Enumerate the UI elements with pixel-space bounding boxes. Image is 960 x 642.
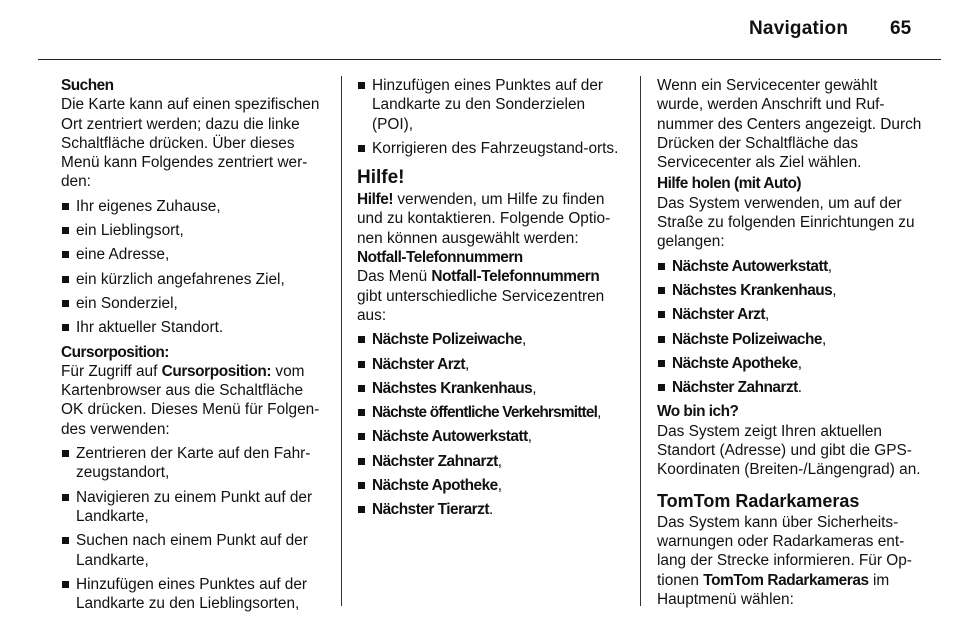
item-label: Nächster Zahnarzt xyxy=(372,452,498,470)
column-divider xyxy=(640,76,641,606)
cursor-list xyxy=(61,444,329,613)
hilfe-text xyxy=(357,190,625,248)
text-run: Das Menü xyxy=(357,268,432,286)
subheading-notfall: Notfall-Telefonnummern xyxy=(357,249,523,267)
item-label: Nächste Autowerkstatt xyxy=(672,257,828,275)
list-item: ein Sonderziel, xyxy=(61,294,329,313)
text-run: vom Kartenbrowser aus die Schaltfläche OK drücken. Dieses Menü für Folgen-des verwenden: xyxy=(61,362,320,438)
item-punct: , xyxy=(597,404,601,422)
item-label: Nächste Polizeiwache xyxy=(372,331,522,349)
hilfe-holen-list xyxy=(657,257,925,398)
list-item xyxy=(657,330,925,349)
list-item: Zentrieren der Karte auf den Fahr-zeugstandort, xyxy=(61,444,329,483)
item-punct: , xyxy=(527,428,532,446)
heading-hilfe: Hilfe! xyxy=(357,167,405,189)
item-label: Nächster Zahnarzt xyxy=(672,379,798,397)
section-suchen xyxy=(61,76,329,338)
heading-tomtom-radarkameras: TomTom Radarkameras xyxy=(657,490,860,511)
list-item xyxy=(357,427,625,446)
bold-term: Notfall-Telefonnummern xyxy=(431,268,600,286)
hilfe-holen-text: Das System verwenden, um auf der Straße zu folgenden Einrichtungen zu gelangen: xyxy=(657,194,915,251)
list-item: ein Lieblingsort, xyxy=(61,221,329,240)
bold-term: Cursorposition: xyxy=(161,362,272,380)
list-item xyxy=(357,379,625,398)
item-punct: , xyxy=(521,331,526,349)
list-item: Navigieren zu einem Punkt auf der Landkarte, xyxy=(61,488,329,527)
cursor-text xyxy=(61,362,329,439)
item-label: Nächste Apotheke xyxy=(672,354,798,372)
wo-bin-ich-text: Das System zeigt Ihren aktuellen Standort (Adresse) und gibt die GPS-Koordinaten (Breiten-/Längengrad) an. xyxy=(657,422,921,479)
list-item xyxy=(657,354,925,373)
list-item: Suchen nach einem Punkt auf der Landkarte, xyxy=(61,531,329,570)
item-punct: . xyxy=(488,501,493,519)
list-item xyxy=(657,281,925,300)
item-label: Nächstes Krankenhaus xyxy=(372,379,533,397)
item-label: Nächste öffentliche Verkehrsmittel xyxy=(372,404,598,422)
item-label: Nächster Arzt xyxy=(372,355,465,373)
column-divider xyxy=(341,76,342,606)
item-label: Nächstes Krankenhaus xyxy=(672,281,833,299)
list-item xyxy=(357,330,625,349)
suchen-list xyxy=(61,197,329,338)
text-run: gibt unterschiedliche Servicezentren aus: xyxy=(357,287,605,324)
item-punct: , xyxy=(797,354,802,372)
list-item: Ihr aktueller Standort. xyxy=(61,318,329,337)
item-punct: . xyxy=(797,379,802,397)
page-header xyxy=(0,18,960,48)
bold-term: Hilfe! xyxy=(357,191,394,209)
item-punct: , xyxy=(832,281,837,299)
tomtom-text xyxy=(657,513,925,609)
list-item xyxy=(357,476,625,495)
subheading-suchen: Suchen xyxy=(61,77,114,94)
list-item xyxy=(357,355,625,374)
text-run: Das System kann über Sicherheits-warnungen oder Radarkameras ent-lang der Strecke informieren. Für Op-tionen xyxy=(657,513,912,589)
bold-term: TomTom Radarkameras xyxy=(703,571,869,589)
list-item xyxy=(657,305,925,324)
section-cursorposition xyxy=(61,343,329,614)
item-label: Nächste Autowerkstatt xyxy=(372,428,528,446)
item-punct: , xyxy=(465,355,469,373)
list-item xyxy=(357,452,625,471)
column-3 xyxy=(657,76,925,609)
notfall-list xyxy=(357,330,625,519)
section-title: Navigation xyxy=(749,18,849,39)
item-label: Nächste Apotheke xyxy=(372,477,498,495)
text-run: verwenden, um Hilfe zu finden und zu kontaktieren. Folgende Optio-nen können ausgewählt werden: xyxy=(357,191,611,247)
cursor-list-continued xyxy=(357,76,625,158)
suchen-text: Die Karte kann auf einen spezifischen Ort zentriert werden; dazu die linke Schaltfläche drücken. Über dieses Menü kann Folgendes zentriert wer-den: xyxy=(61,96,320,191)
text-run: im Hauptmenü wählen: xyxy=(657,571,890,608)
list-item: Ihr eigenes Zuhause, xyxy=(61,197,329,216)
subheading-cursorposition: Cursorposition: xyxy=(61,343,169,361)
list-item: Hinzufügen eines Punktes auf der Landkarte zu den Sonderzielen (POI), xyxy=(357,76,625,134)
subheading-wo-bin-ich: Wo bin ich? xyxy=(657,403,739,421)
list-item xyxy=(357,403,625,422)
item-punct: , xyxy=(821,330,826,348)
text-run: Für Zugriff auf xyxy=(61,362,162,380)
list-item xyxy=(657,378,925,397)
servicecenter-text: Wenn ein Servicecenter gewählt wurde, werden Anschrift und Ruf-nummer des Centers angezeigt. Durch Drücken der Schaltfläche das Servicecenter als Ziel wählen. xyxy=(657,77,922,172)
page-number: 65 xyxy=(890,18,912,39)
item-punct: , xyxy=(765,306,769,324)
item-punct: , xyxy=(497,452,502,470)
list-item xyxy=(657,257,925,276)
column-1 xyxy=(61,76,329,618)
item-label: Nächste Polizeiwache xyxy=(672,330,822,348)
list-item: ein kürzlich angefahrenes Ziel, xyxy=(61,270,329,289)
item-punct: , xyxy=(497,477,502,495)
subheading-hilfe-holen: Hilfe holen (mit Auto) xyxy=(657,175,802,193)
list-item xyxy=(357,500,625,519)
notfall-text xyxy=(357,267,625,325)
list-item: Korrigieren des Fahrzeugstand-orts. xyxy=(357,139,625,158)
list-item: eine Adresse, xyxy=(61,245,329,264)
header-rule xyxy=(38,59,941,60)
item-punct: , xyxy=(532,379,537,397)
list-item: Hinzufügen eines Punktes auf der Landkarte zu den Lieblingsorten, xyxy=(61,575,329,614)
item-punct: , xyxy=(827,257,832,275)
item-label: Nächster Tierarzt xyxy=(372,501,489,519)
column-2 xyxy=(357,76,625,525)
item-label: Nächster Arzt xyxy=(672,306,765,324)
